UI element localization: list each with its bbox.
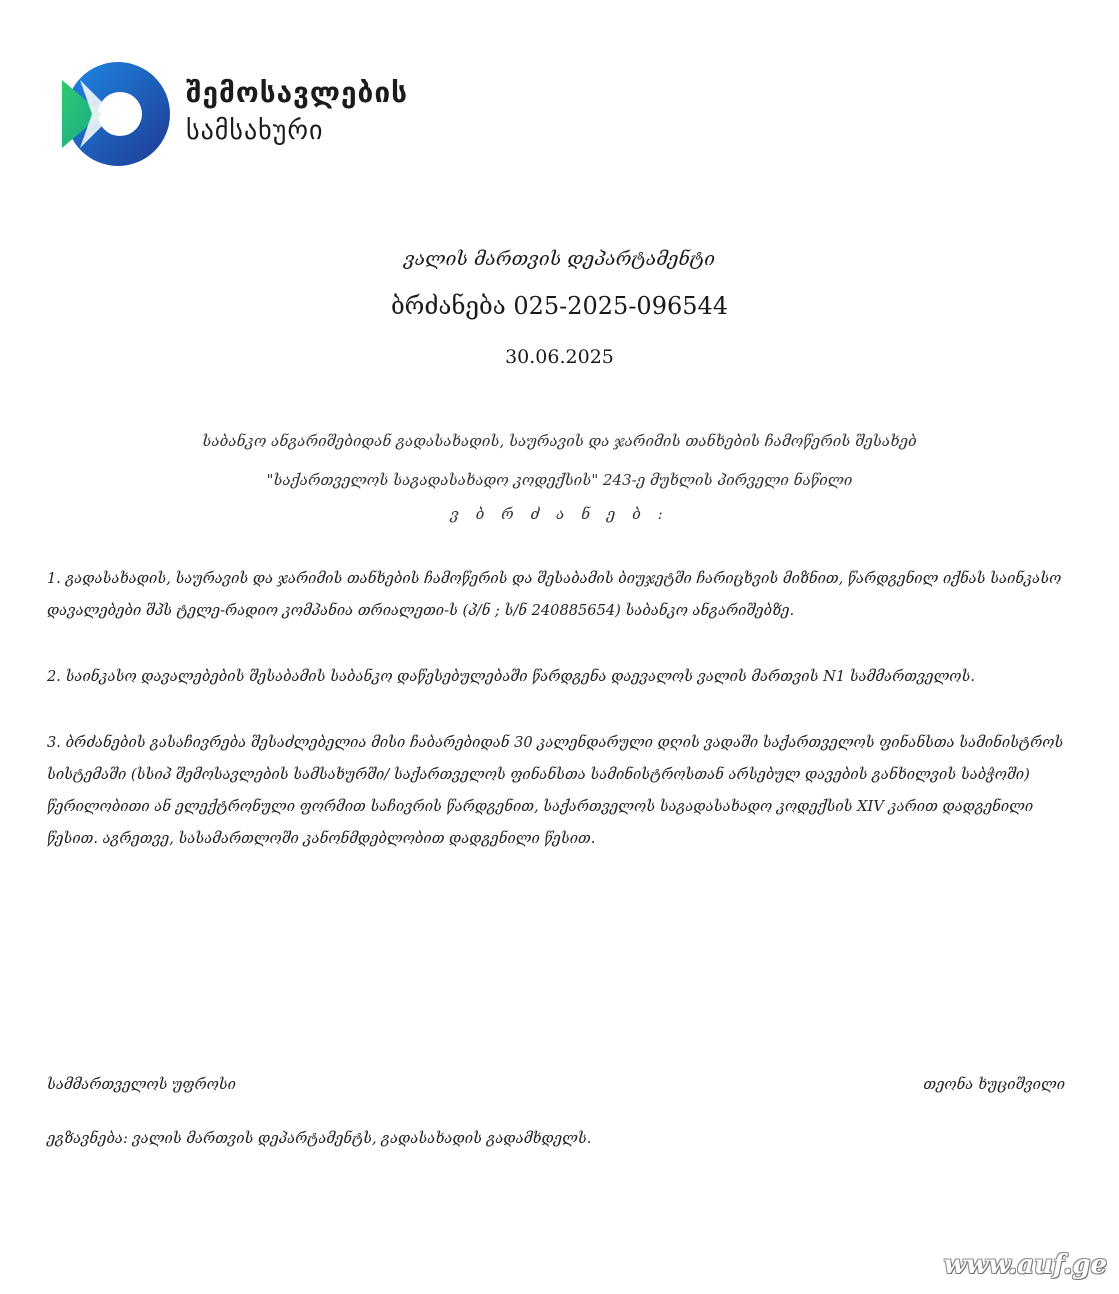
logo-text-line1: შემოსავლების <box>186 76 409 109</box>
signatory-title: სამმართველოს უფროსი <box>47 1076 236 1093</box>
logo-text-line2: სამსახური <box>186 116 324 146</box>
department-title: ვალის მართვის დეპარტამენტი <box>403 248 716 270</box>
order-subject: საბანკო ანგარიშებიდან გადასახადის, საურავის და ჯარიმის თანხების ჩამოწერის შესახებ <box>202 432 917 450</box>
legal-basis: "საქართველოს საგადასახადო კოდექსის" 243-ე მუხლის პირველი ნაწილი <box>266 471 853 489</box>
paragraph-3: 3. ბრძანების გასაჩივრება შესაძლებელია მისი ჩაბარებიდან 30 კალენდარული დღის ვადაში საქართველოს ფინანსთა სამინისტროს სისტემაში (სსიპ შემოსავლების სამსახურში/ საქართველოს ფინანსთა სამინისტროსთან არსებულ დავების განხილვის საბჭოში) წერილობითი ან ელექტრონული ფორმით საჩივრის წარდგენით, საქართველოს საგადასახადო კოდექსის XIV კარით დადგენილი წესით. აგრეთვე, სასამართლოში კანონმდებლობით დადგენილი წესით. <box>47 734 1064 847</box>
signatory-name: თეონა ხუციშვილი <box>923 1076 1065 1093</box>
order-word: ვ ბ რ ძ ა ნ ე ბ : <box>450 505 669 523</box>
paragraph-2: 2. საინკასო დავალებების შესაბამის საბანკო დაწესებულებაში წარდგენა დაევალოს ვალის მართვის N1 სამმართველოს. <box>47 668 975 685</box>
paragraph-1: 1. გადასახადის, საურავის და ჯარიმის თანხების ჩამოწერის და შესაბამის ბიუჯეტში ჩარიცხვის მიზნით, წარდგენილ იქნას საინკასო დავალებები შპს ტელე-რადიო კომპანია თრიალეთი-ს (პ/ნ ; ს/ნ 240885654) საბანკო ანგარიშებზე. <box>47 570 1062 619</box>
agency-logo <box>62 58 442 168</box>
revenue-service-logo-icon <box>62 60 174 168</box>
order-title: ბრძანება 025-2025-096544 <box>390 292 729 320</box>
order-date: 30.06.2025 <box>505 346 614 368</box>
recipients-line: ეგზავნება: ვალის მართვის დეპარტამენტს, გადასახადის გადამხდელს. <box>47 1130 592 1147</box>
watermark: www.auf.ge <box>943 1250 1107 1280</box>
